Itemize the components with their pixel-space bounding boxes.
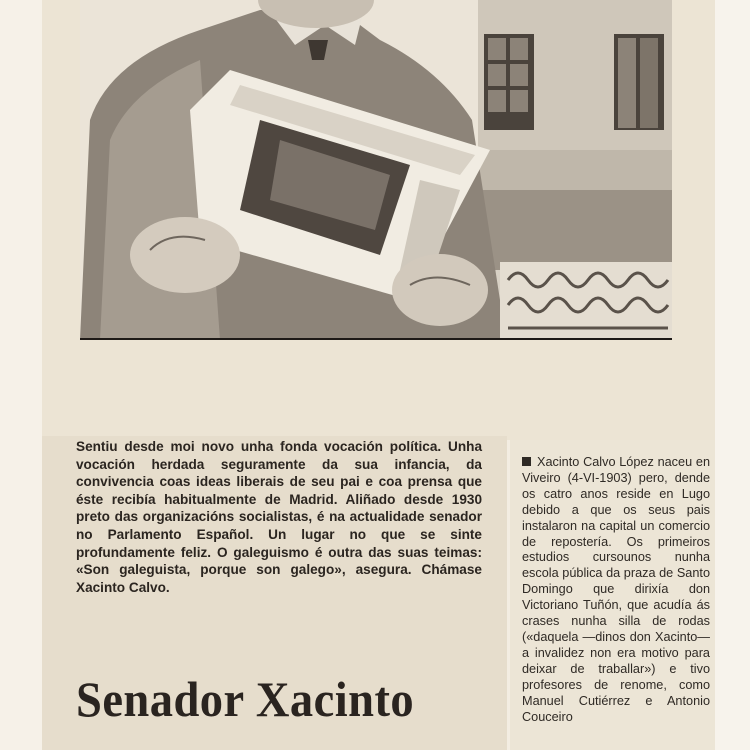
page-margin-left [0, 0, 42, 750]
page-margin-right [715, 0, 750, 750]
square-bullet-icon [522, 457, 531, 466]
man-reading-newspaper-photo [80, 0, 672, 340]
article-headline: Senador Xacinto [76, 671, 415, 727]
article-intro [76, 438, 482, 596]
sidebar-text: Xacinto Calvo López naceu en Viveiro (4-VI-1903) pero, dende os catro anos reside en Lugo debido a que os seus pais instalaron na capital un comercio de repostería. Os primeiros estudios cursounos nunha escola pública da praza de Santo Domingo que dirixía don Victoriano Tuñón, que acudía ás crases nunha silla de rodas («daquela —dinos don Xacinto— a invalidez non era motivo para deixar de traballar») e tivo profesores de renome, como Manuel Cutiérrez e Antonio Couceiro [522, 455, 710, 724]
portrait-photo [80, 0, 672, 340]
intro-paragraph: Sentiu desde moi novo unha fonda vocación política. Unha vocación herdada seguramente da sua infancia, da convivencia coas ideas liberais de seu pai e coa prensa que éste recibía habitualmente de Madrid. Aliñado desde 1930 preto das organizacións socialistas, é na actualidade senador no Parlamento Español. Un lugar no que se sinte profundamente feliz. O galeguismo é outra das suas teimas: «Son galeguista, porque son galego», asegura. Chámase Xacinto Calvo. [76, 439, 482, 595]
sidebar-paragraph [522, 455, 710, 725]
sidebar-column [522, 455, 710, 725]
photo-bottom-border [80, 338, 672, 340]
